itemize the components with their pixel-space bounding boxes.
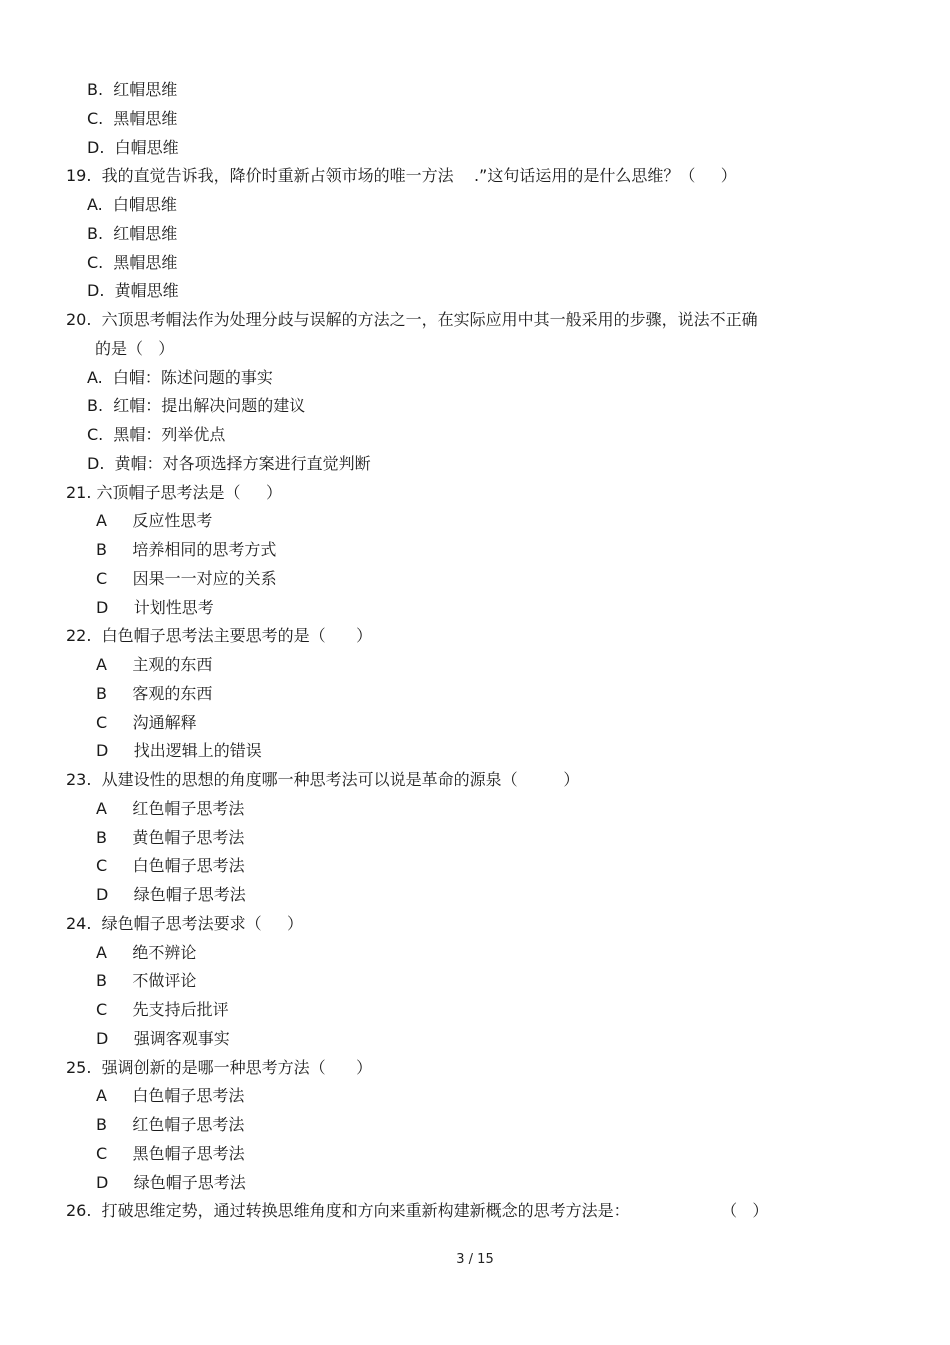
option-line: D 强调客观事实: [96, 1028, 230, 1048]
option-line: C. 黑帽：列举优点: [87, 425, 226, 444]
option-line: D 计划性思考: [96, 597, 214, 617]
question-line: 19. 我的直觉告诉我，降价时重新占领市场的唯一方法 .”这句话运用的是什么思维？（ ）: [66, 166, 737, 186]
option-line: C. 黑帽思维: [87, 252, 178, 272]
question-line: 21. 六顶帽子思考法是（ ）: [66, 482, 282, 502]
option-line: B 不做评论: [96, 971, 197, 991]
option-line: D 绿色帽子思考法: [96, 1172, 246, 1192]
page-number: 3 / 15: [456, 1252, 494, 1267]
option-line: D. 黄帽：对各项选择方案进行直觉判断: [87, 453, 371, 473]
option-line: D. 白帽思维: [87, 137, 179, 157]
option-line: A 主观的东西: [96, 655, 213, 674]
option-line: C 因果一一对应的关系: [96, 568, 277, 588]
option-line: D. 黄帽思维: [87, 281, 179, 301]
question-line: 25. 强调创新的是哪一种思考方法（ ）: [66, 1057, 373, 1077]
option-line: C 黑色帽子思考法: [96, 1143, 245, 1163]
option-line: B 客观的东西: [96, 683, 213, 703]
option-line: B 红色帽子思考法: [96, 1115, 245, 1134]
question-line: 23. 从建设性的思想的角度哪一种思考法可以说是革命的源泉（ ）: [66, 770, 580, 789]
option-line: B. 红帽：提出解决问题的建议: [87, 396, 306, 416]
option-line: A. 白帽思维: [87, 195, 177, 214]
option-line: D 找出逻辑上的错误: [96, 741, 262, 761]
option-line: C 白色帽子思考法: [96, 856, 245, 876]
question-line: 20. 六顶思考帽法作为处理分歧与误解的方法之一，在实际应用中其一般采用的步骤，说法不正确: [66, 310, 758, 329]
option-line: A 白色帽子思考法: [96, 1086, 245, 1106]
question-line: 26. 打破思维定势，通过转换思维角度和方向来重新构建新概念的思考方法是： （ ）: [66, 1201, 769, 1221]
question-line: 24. 绿色帽子思考法要求（ ）: [66, 913, 304, 933]
option-line: A 反应性思考: [96, 511, 213, 531]
option-line: B 黄色帽子思考法: [96, 827, 245, 847]
option-line: C. 黑帽思维: [87, 108, 178, 128]
option-line: A. 白帽：陈述问题的事实: [87, 367, 273, 387]
question-continuation: 的是（ ）: [95, 338, 175, 358]
option-line: B 培养相同的思考方式: [96, 540, 277, 559]
option-line: B. 红帽思维: [87, 80, 178, 99]
option-line: C 先支持后批评: [96, 1000, 229, 1019]
option-line: A 绝不辨论: [96, 942, 197, 962]
option-line: B. 红帽思维: [87, 223, 178, 243]
question-line: 22. 白色帽子思考法主要思考的是（ ）: [66, 626, 373, 646]
option-line: C 沟通解释: [96, 712, 197, 732]
option-line: A 红色帽子思考法: [96, 798, 245, 818]
option-line: D 绿色帽子思考法: [96, 885, 246, 904]
